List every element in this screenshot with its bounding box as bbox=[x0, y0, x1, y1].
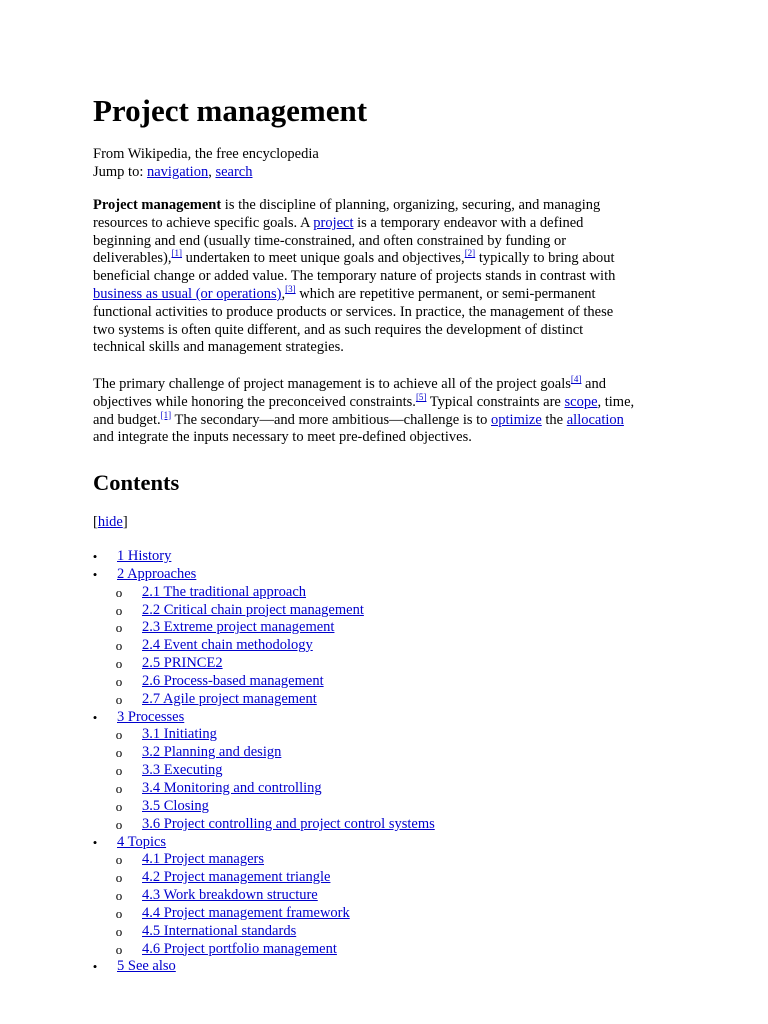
text-line bbox=[93, 376, 683, 394]
bullet-icon: • bbox=[92, 549, 98, 564]
circle-bullet-icon: o bbox=[115, 888, 123, 904]
bullet-icon: • bbox=[92, 709, 98, 725]
jump-to-label: Jump to: bbox=[93, 164, 144, 180]
jump-to bbox=[93, 163, 319, 181]
circle-bullet-icon: o bbox=[115, 798, 123, 814]
toc-link[interactable]: 2.4 Event chain methodology bbox=[142, 637, 313, 654]
circle-bullet-icon: o bbox=[115, 763, 123, 779]
hide-toc-link[interactable]: hide bbox=[97, 514, 123, 530]
toc-link[interactable]: 3.2 Planning and design bbox=[142, 744, 282, 761]
text-run: The primary challenge of project management is to achieve all of the project goals bbox=[93, 376, 571, 392]
text-line bbox=[93, 409, 683, 430]
circle-bullet-icon: o bbox=[115, 620, 123, 636]
intro-paragraph bbox=[93, 197, 683, 357]
toc-link[interactable]: 4.2 Project management triangle bbox=[142, 869, 331, 886]
text-line: two systems is often quite different, and as such requires the development of distinct bbox=[93, 321, 584, 338]
jump-to-search-link[interactable]: search bbox=[215, 164, 253, 180]
circle-bullet-icon: o bbox=[115, 780, 123, 796]
toc-link[interactable]: 1 History bbox=[117, 548, 172, 564]
circle-bullet-icon: o bbox=[115, 941, 123, 957]
jump-to-navigation-link[interactable]: navigation bbox=[146, 164, 209, 180]
text-run: The secondary—and more ambitious—challenge is to bbox=[171, 411, 492, 428]
citation-link[interactable]: [1] bbox=[160, 409, 172, 420]
text-line: and integrate the inputs necessary to meet pre-defined objectives. bbox=[93, 429, 472, 446]
project-link[interactable]: project bbox=[313, 214, 354, 231]
circle-bullet-icon: o bbox=[115, 923, 123, 939]
toc-link[interactable]: 3.4 Monitoring and controlling bbox=[142, 779, 322, 796]
bracket: ] bbox=[122, 514, 128, 530]
text-run: and budget. bbox=[93, 411, 161, 428]
text-run: and bbox=[581, 376, 606, 392]
text-line bbox=[93, 197, 683, 215]
contents-heading: Contents bbox=[93, 470, 180, 495]
toc-link[interactable]: 4 Topics bbox=[117, 833, 167, 850]
circle-bullet-icon: o bbox=[115, 870, 123, 886]
citation-link[interactable]: [2] bbox=[464, 248, 476, 259]
toc-link[interactable]: 3 Processes bbox=[117, 708, 185, 725]
bullet-icon: • bbox=[92, 959, 98, 975]
text-run: Typical constraints are bbox=[426, 393, 565, 410]
text-run: objectives while honoring the preconceived constraints. bbox=[93, 393, 416, 410]
text-run: , bbox=[281, 285, 286, 302]
toc-link[interactable]: 5 See also bbox=[117, 958, 176, 975]
toc-link[interactable]: 2.6 Process-based management bbox=[142, 672, 324, 689]
jump-separator: , bbox=[208, 164, 212, 180]
circle-bullet-icon: o bbox=[115, 673, 123, 689]
circle-bullet-icon: o bbox=[115, 584, 123, 600]
toc-link[interactable]: 2.2 Critical chain project management bbox=[142, 601, 364, 618]
toc-toggle bbox=[93, 513, 128, 531]
business-as-usual-link[interactable]: business as usual (or operations) bbox=[93, 285, 282, 302]
text-line bbox=[93, 283, 683, 304]
toc-link[interactable]: 4.1 Project managers bbox=[142, 851, 265, 868]
text-run: typically to bring about bbox=[475, 250, 615, 267]
citation-link[interactable]: [1] bbox=[171, 248, 183, 259]
page-title: Project management bbox=[93, 93, 368, 128]
text-run: , time, bbox=[597, 393, 635, 410]
bracket: [ bbox=[93, 514, 98, 530]
text-line bbox=[93, 215, 683, 233]
circle-bullet-icon: o bbox=[115, 905, 123, 921]
toc-link[interactable]: 4.5 International standards bbox=[142, 922, 297, 939]
text-line: technical skills and management strategies. bbox=[93, 339, 344, 356]
citation-link[interactable]: [5] bbox=[415, 391, 427, 402]
challenge-paragraph bbox=[93, 376, 683, 447]
text-run: undertaken to meet unique goals and objectives, bbox=[182, 250, 465, 267]
toc-link[interactable]: 2.7 Agile project management bbox=[142, 690, 317, 707]
text-line: beneficial change or added value. The temporary nature of projects stands in contrast with bbox=[93, 268, 616, 285]
tagline: From Wikipedia, the free encyclopedia bbox=[93, 146, 319, 162]
citation-link[interactable]: [4] bbox=[570, 374, 582, 384]
allocation-link[interactable]: allocation bbox=[566, 411, 624, 428]
toc-link[interactable]: 4.6 Project portfolio management bbox=[142, 940, 337, 957]
toc-link[interactable]: 2.1 The traditional approach bbox=[142, 583, 307, 600]
text-line bbox=[93, 391, 683, 412]
toc-link[interactable]: 2.5 PRINCE2 bbox=[142, 655, 223, 672]
text-run: the bbox=[541, 411, 567, 428]
circle-bullet-icon: o bbox=[115, 638, 123, 654]
text-run: deliverables), bbox=[93, 250, 172, 267]
citation-link[interactable]: [3] bbox=[285, 283, 296, 294]
circle-bullet-icon: o bbox=[115, 745, 123, 761]
circle-bullet-icon: o bbox=[115, 656, 123, 672]
optimize-link[interactable]: optimize bbox=[491, 411, 542, 428]
toc-link[interactable]: 4.3 Work breakdown structure bbox=[142, 887, 318, 904]
toc-link[interactable]: 3.3 Executing bbox=[142, 762, 223, 779]
text-line bbox=[93, 250, 683, 268]
text-line: beginning and end (usually time-constrained, and often constrained by funding or bbox=[93, 232, 567, 249]
text-run: resources to achieve specific goals. A bbox=[93, 214, 314, 231]
circle-bullet-icon: o bbox=[115, 691, 123, 707]
toc-link[interactable]: 4.4 Project management framework bbox=[142, 904, 350, 921]
toc-link[interactable]: 2.3 Extreme project management bbox=[142, 619, 335, 636]
text-run: is the discipline of planning, organizing, securing, and managing bbox=[221, 197, 601, 213]
article-meta bbox=[93, 145, 319, 181]
text-line: functional activities to produce products or services. In practice, the management of these bbox=[93, 303, 614, 320]
toc-link[interactable]: 3.5 Closing bbox=[142, 797, 209, 814]
bullet-icon: • bbox=[92, 566, 98, 582]
toc-link[interactable]: 3.6 Project controlling and project control systems bbox=[142, 815, 435, 832]
bullet-icon: • bbox=[92, 834, 98, 850]
text-run: is a temporary endeavor with a defined bbox=[353, 214, 584, 231]
circle-bullet-icon: o bbox=[115, 727, 123, 743]
text-run: which are repetitive permanent, or semi-permanent bbox=[295, 285, 596, 302]
circle-bullet-icon: o bbox=[115, 852, 123, 868]
toc-link[interactable]: 2 Approaches bbox=[117, 565, 197, 582]
circle-bullet-icon: o bbox=[115, 602, 123, 618]
toc-link[interactable]: 3.1 Initiating bbox=[142, 726, 217, 743]
scope-link[interactable]: scope bbox=[564, 393, 598, 410]
bold-term: Project management bbox=[93, 197, 222, 213]
circle-bullet-icon: o bbox=[115, 816, 123, 832]
